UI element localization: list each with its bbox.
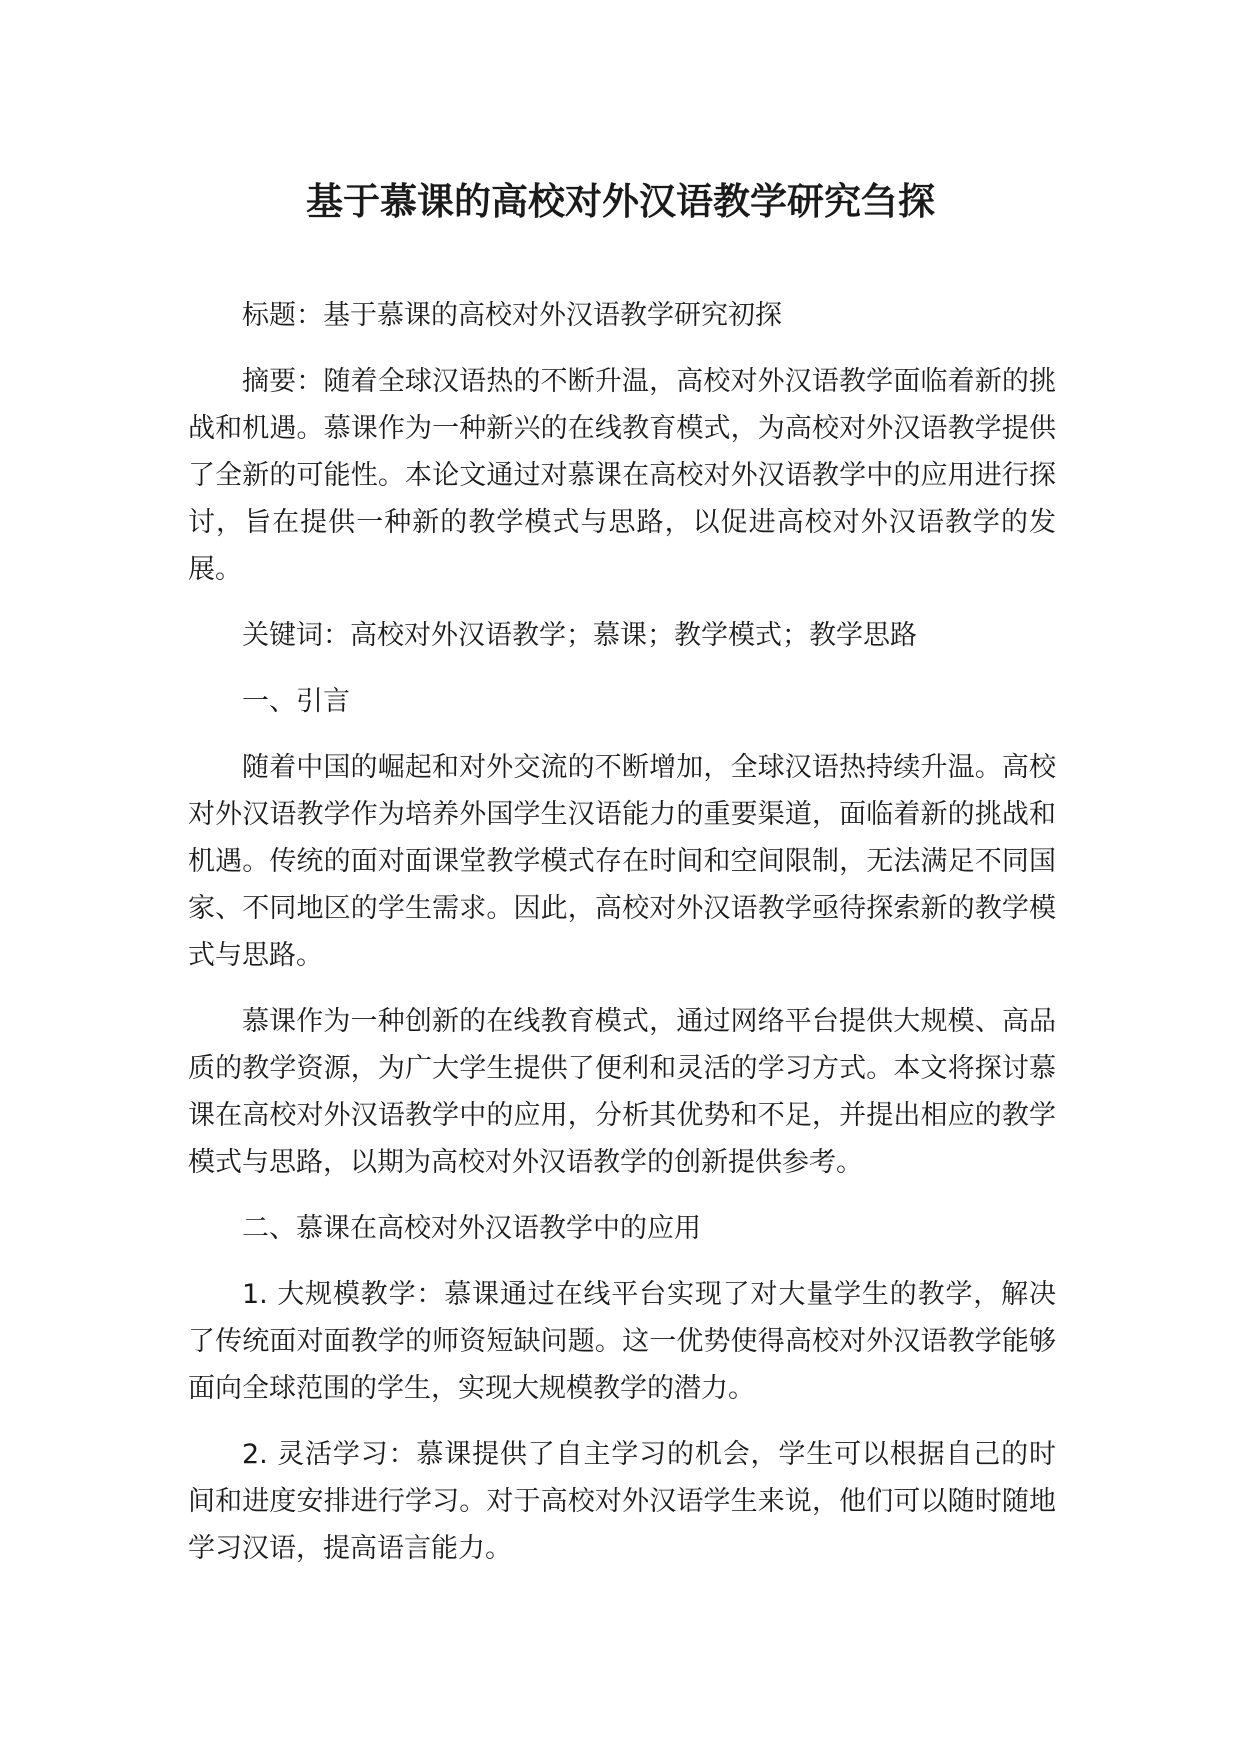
abstract-paragraph: 摘要：随着全球汉语热的不断升温，高校对外汉语教学面临着新的挑战和机遇。慕课作为一种新兴的在线教育模式，为高校对外汉语教学提供了全新的可能性。本论文通过对慕课在高校对外汉语教学中的应用进行探讨，旨在提供一种新的教学模式与思路，以促进高校对外汉语教学的发展。 (188, 366, 1056, 585)
list-item-flexible-learning: 2. 灵活学习：慕课提供了自主学习的机会，学生可以根据自己的时间和进度安排进行学习。对于高校对外汉语学生来说，他们可以随时随地学习汉语，提高语言能力。 (188, 1439, 1056, 1564)
title-line: 标题：基于慕课的高校对外汉语教学研究初探 (242, 300, 782, 331)
document-title: 基于慕课的高校对外汉语教学研究刍探 (306, 180, 935, 223)
document-body (188, 292, 1056, 1591)
body-paragraph: 随着中国的崛起和对外交流的不断增加，全球汉语热持续升温。高校对外汉语教学作为培养外国学生汉语能力的重要渠道，面临着新的挑战和机遇。传统的面对面课堂教学模式存在时间和空间限制，无法满足不同国家、不同地区的学生需求。因此，高校对外汉语教学亟待探索新的教学模式与思路。 (188, 752, 1056, 971)
section-heading-introduction: 一、引言 (242, 686, 350, 717)
keywords-line: 关键词：高校对外汉语教学；慕课；教学模式；教学思路 (242, 620, 917, 651)
list-item-large-scale-teaching: 1. 大规模教学：慕课通过在线平台实现了对大量学生的教学，解决了传统面对面教学的师资短缺问题。这一优势使得高校对外汉语教学能够面向全球范围的学生，实现大规模教学的潜力。 (188, 1279, 1056, 1404)
body-paragraph: 慕课作为一种创新的在线教育模式，通过网络平台提供大规模、高品质的教学资源，为广大学生提供了便利和灵活的学习方式。本文将探讨慕课在高校对外汉语教学中的应用，分析其优势和不足，并提出相应的教学模式与思路，以期为高校对外汉语教学的创新提供参考。 (188, 1006, 1056, 1178)
section-heading-application: 二、慕课在高校对外汉语教学中的应用 (242, 1213, 701, 1244)
